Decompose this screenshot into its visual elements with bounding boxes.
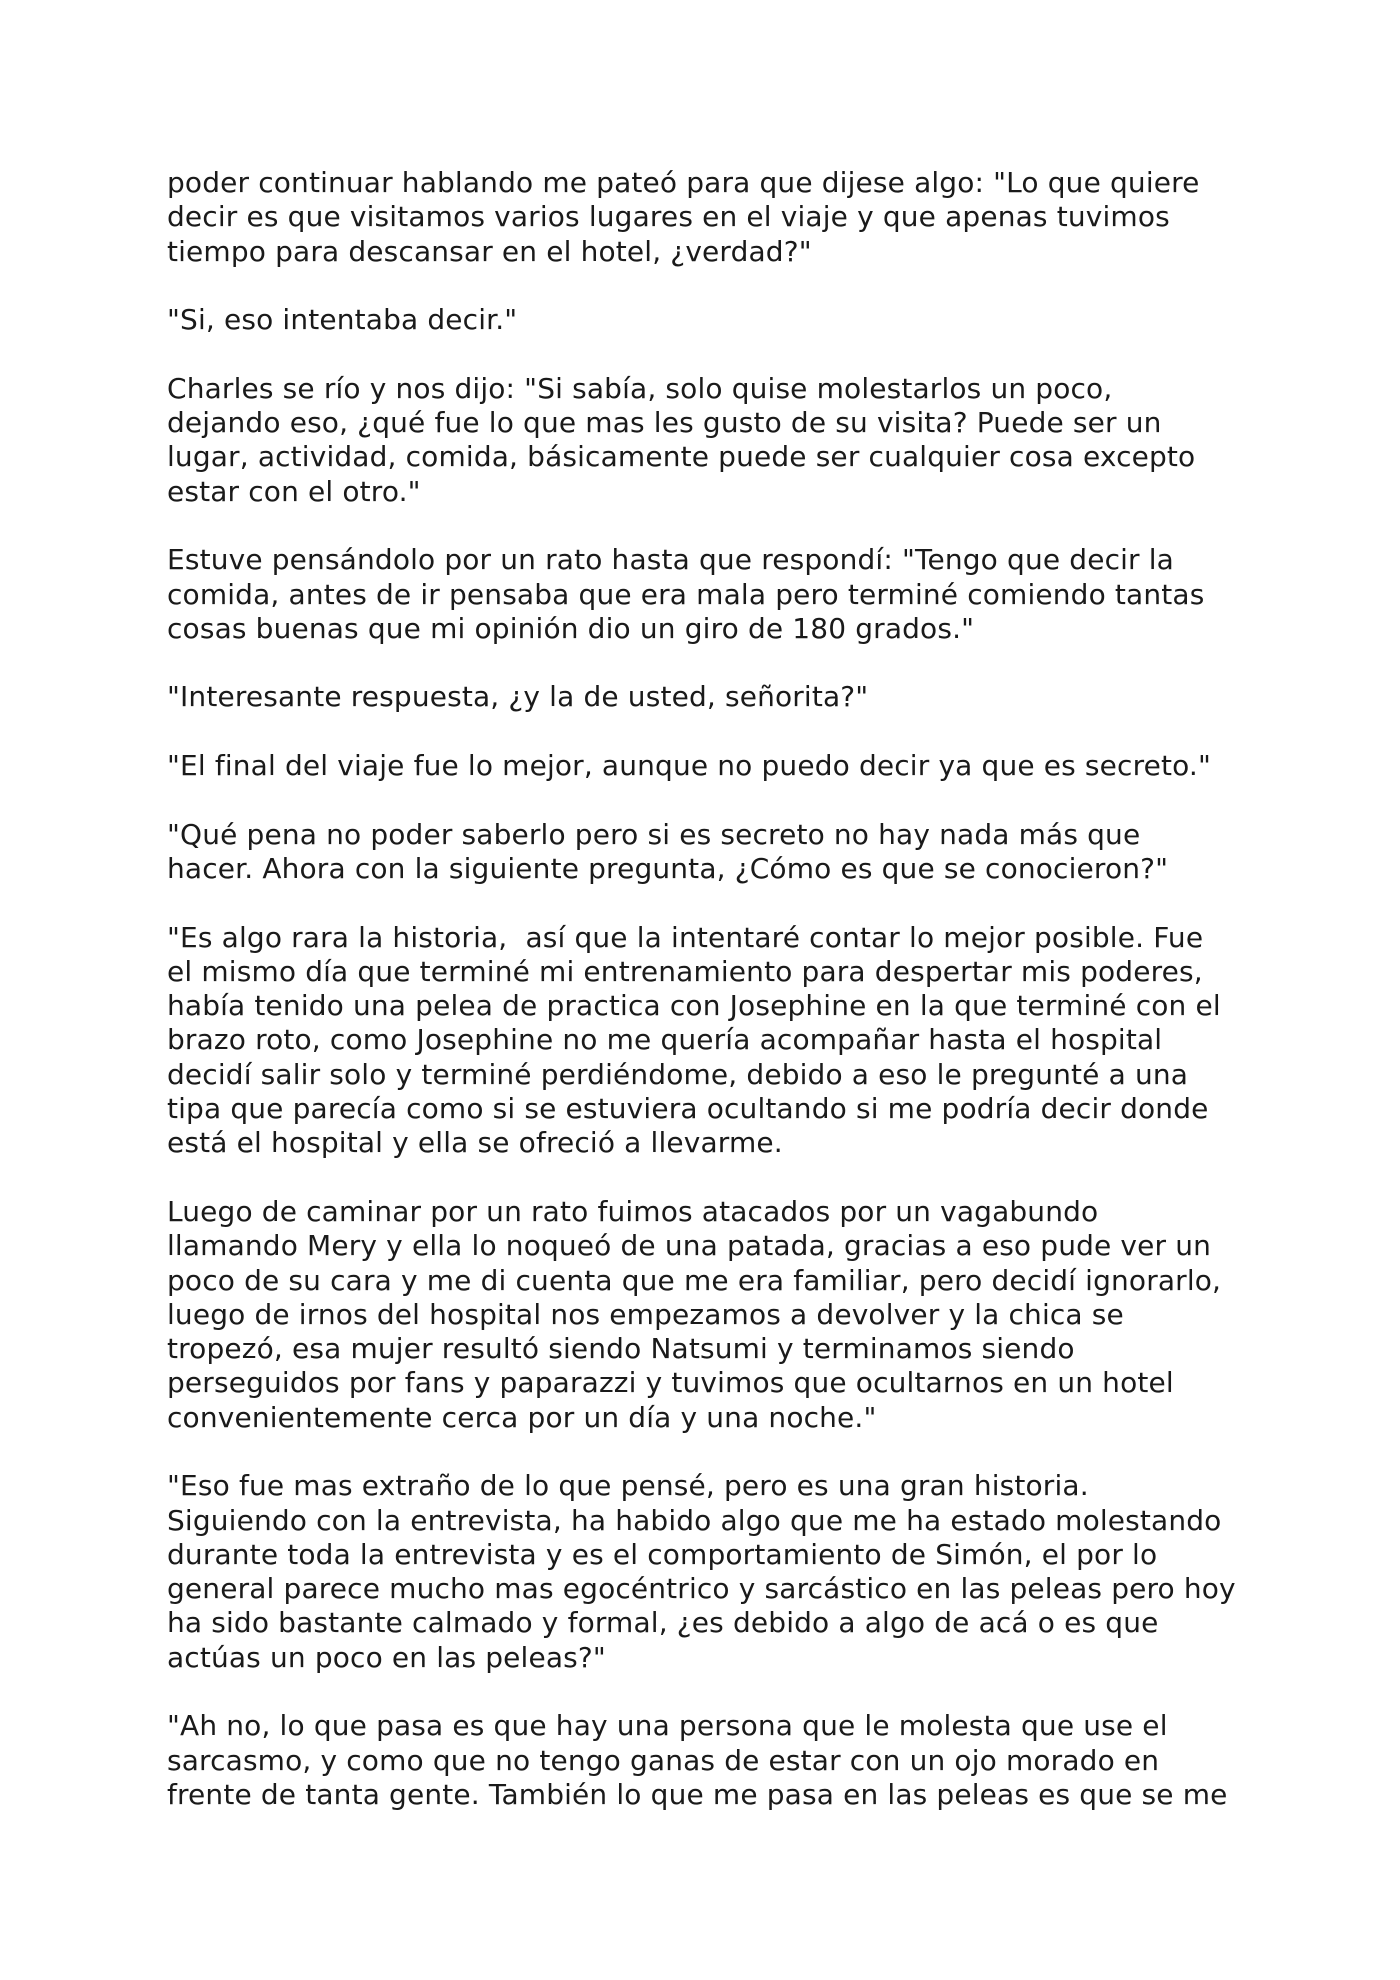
text-line: llamando Mery y ella lo noqueó de una patada, gracias a eso pude ver un xyxy=(167,1229,1212,1263)
text-line: dejando eso, ¿qué fue lo que mas les gusto de su visita? Puede ser un xyxy=(167,406,1162,440)
text-line: hacer. Ahora con la siguiente pregunta, ¿Cómo es que se conocieron?" xyxy=(167,851,1169,885)
text-line: "Es algo rara la historia, así que la intentaré contar lo mejor posible. Fue xyxy=(167,920,1204,954)
text-line: comida, antes de ir pensaba que era mala pero terminé comiendo tantas xyxy=(167,577,1205,611)
text-line: "Ah no, lo que pasa es que hay una persona que le molesta que use el xyxy=(167,1709,1168,1743)
text-line: Estuve pensándolo por un rato hasta que respondí: "Tengo que decir la xyxy=(167,543,1174,577)
paragraph xyxy=(167,543,1287,646)
text-line: luego de irnos del hospital nos empezamos a devolver y la chica se xyxy=(167,1297,1124,1331)
text-line: "El final del viaje fue lo mejor, aunque no puedo decir ya que es secreto." xyxy=(167,749,1212,783)
paragraph xyxy=(167,1469,1287,1675)
text-line: lugar, actividad, comida, básicamente puede ser cualquier cosa excepto xyxy=(167,440,1196,474)
text-line: "Interesante respuesta, ¿y la de usted, señorita?" xyxy=(167,680,869,714)
paragraph xyxy=(167,372,1287,509)
paragraph xyxy=(167,1195,1287,1435)
text-line: Luego de caminar por un rato fuimos atacados por un vagabundo xyxy=(167,1194,1099,1228)
text-line: poco de su cara y me di cuenta que me era familiar, pero decidí ignorarlo, xyxy=(167,1263,1222,1297)
text-line: decir es que visitamos varios lugares en el viaje y que apenas tuvimos xyxy=(167,200,1170,234)
text-line: frente de tanta gente. También lo que me pasa en las peleas es que se me xyxy=(167,1777,1228,1811)
text-line: cosas buenas que mi opinión dio un giro de 180 grados." xyxy=(167,611,975,645)
text-line: perseguidos por fans y paparazzi y tuvimos que ocultarnos en un hotel xyxy=(167,1366,1174,1400)
body-text xyxy=(167,166,1287,1847)
text-line: convenientemente cerca por un día y una noche." xyxy=(167,1400,877,1434)
text-line: general parece mucho mas egocéntrico y sarcástico en las peleas pero hoy xyxy=(167,1572,1236,1606)
paragraph xyxy=(167,1709,1287,1812)
paragraph xyxy=(167,921,1287,1161)
text-line: "Eso fue mas extraño de lo que pensé, pero es una gran historia. xyxy=(167,1469,1089,1503)
text-line: poder continuar hablando me pateó para que dijese algo: "Lo que quiere xyxy=(167,166,1200,199)
text-line: Charles se río y nos dijo: "Si sabía, solo quise molestarlos un poco, xyxy=(167,371,1113,405)
text-line: actúas un poco en las peleas?" xyxy=(167,1640,606,1674)
text-line: tropezó, esa mujer resultó siendo Natsumi y terminamos siendo xyxy=(167,1332,1075,1366)
text-line: tiempo para descansar en el hotel, ¿verdad?" xyxy=(167,234,812,268)
text-line: durante toda la entrevista y es el comportamiento de Simón, el por lo xyxy=(167,1537,1158,1571)
text-line: decidí salir solo y terminé perdiéndome, debido a eso le pregunté a una xyxy=(167,1057,1189,1091)
text-line: está el hospital y ella se ofreció a llevarme. xyxy=(167,1126,783,1160)
text-line: "Qué pena no poder saberlo pero si es secreto no hay nada más que xyxy=(167,817,1141,851)
text-line: estar con el otro." xyxy=(167,474,421,508)
paragraph xyxy=(167,818,1287,887)
text-line: el mismo día que terminé mi entrenamiento para despertar mis poderes, xyxy=(167,954,1203,988)
text-line: brazo roto, como Josephine no me quería acompañar hasta el hospital xyxy=(167,1023,1163,1057)
text-line: había tenido una pelea de practica con Josephine en la que terminé con el xyxy=(167,989,1221,1023)
text-line: "Si, eso intentaba decir." xyxy=(167,303,518,337)
paragraph xyxy=(167,749,1287,783)
text-line: sarcasmo, y como que no tengo ganas de estar con un ojo morado en xyxy=(167,1743,1160,1777)
text-line: tipa que parecía como si se estuviera ocultando si me podría decir donde xyxy=(167,1092,1209,1126)
text-line: ha sido bastante calmado y formal, ¿es debido a algo de acá o es que xyxy=(167,1606,1159,1640)
paragraph xyxy=(167,680,1287,714)
text-line: Siguiendo con la entrevista, ha habido algo que me ha estado molestando xyxy=(167,1503,1222,1537)
paragraph xyxy=(167,166,1287,269)
paragraph xyxy=(167,303,1287,337)
